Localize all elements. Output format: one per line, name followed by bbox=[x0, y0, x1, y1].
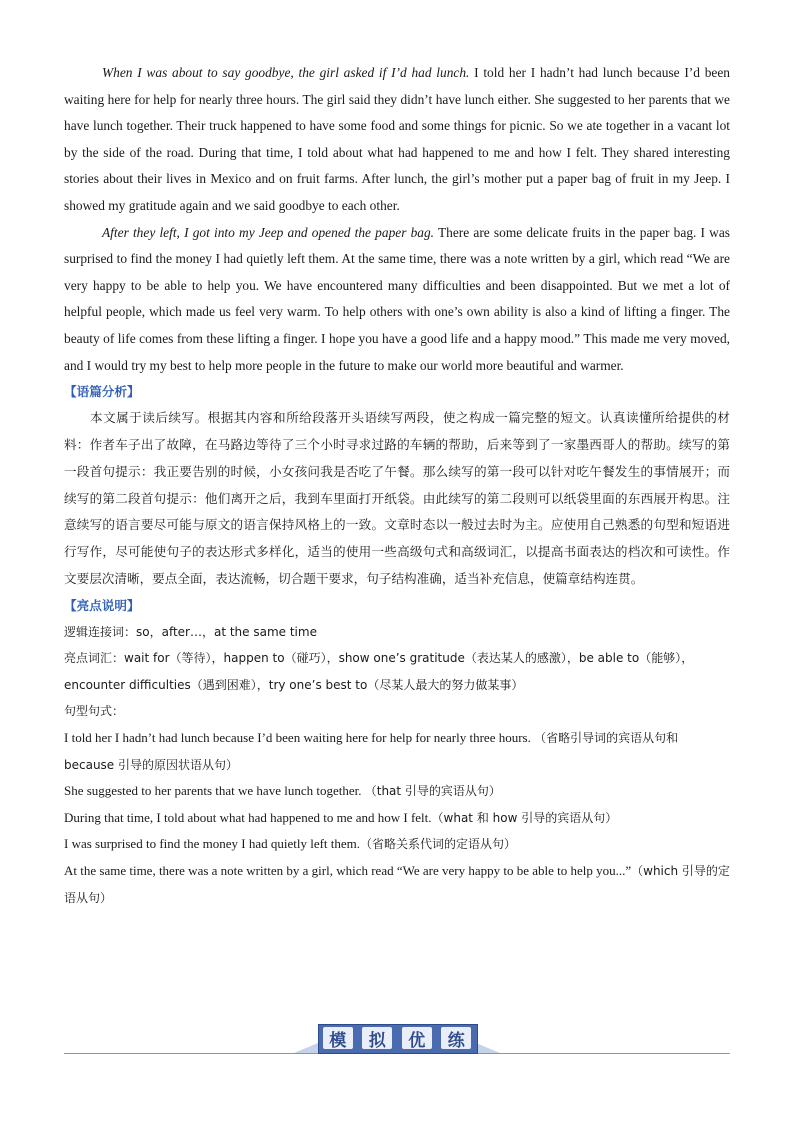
banner-title bbox=[318, 1024, 476, 1052]
connectors-line: 逻辑连接词：so，after…，at the same time bbox=[64, 624, 317, 639]
paragraph-2-opening: After they left, I got into my Jeep and opened the paper bag. bbox=[102, 224, 435, 240]
banner-right-wing bbox=[476, 1043, 500, 1053]
paragraph-2-text: There are some delicate fruits in the paper bag. I was surprised to find the money I had quietly left them. At the same time, there was a note written by a girl, which read “We are very happy to be able to help you. We have encountered many difficulties and been disappointed. But we met a lot of helpful people, which made us feel very warm. To help others with one’s own ability is also a kind of lifting a finger. The beauty of life comes from these lifting a finger. I hope you have a good life and a happy mood.” This made me very moved, and I would try my best to help more people in the future to make our world more beautiful and warmer. bbox=[64, 224, 731, 373]
banner-char: 优 bbox=[402, 1027, 432, 1049]
paragraph-1-text: I told her I hadn’t had lunch because I’d been waiting here for help for nearly three hours. The girl said they didn’t have lunch either. She suggested to her parents that we have lunch together. Their truck happened to have some food and some things for picnic. So we ate together in a vacant lot by the side of the road. During that time, I told about what had happened to me and how I felt. They shared interesting stories about their lives in Mexico and on fruit farms. After lunch, the girl’s mother put a paper bag of fruit in my Jeep. I showed my gratitude again and we said goodbye to each other. bbox=[64, 65, 730, 213]
vocab-line: 亮点词汇：wait for（等待），happen to（碰巧），show one’s gratitude（表达某人的感激），be able to（能够），encounter difficulties（遇到困难），try one’s best to（尽某人最大的努力做某事） bbox=[64, 651, 694, 692]
story-paragraph-1 bbox=[64, 60, 730, 220]
banner-char: 拟 bbox=[362, 1027, 392, 1049]
paragraph-1-opening: When I was about to say goodbye, the girl asked if I’d had lunch. bbox=[102, 65, 470, 80]
banner-char: 练 bbox=[441, 1027, 471, 1049]
section-footer bbox=[64, 1022, 730, 1062]
story-paragraph-2 bbox=[64, 220, 730, 380]
analysis-heading: 【语篇分析】 bbox=[64, 384, 140, 400]
highlights-heading: 【亮点说明】 bbox=[64, 597, 140, 613]
practice-banner bbox=[294, 1022, 500, 1055]
sentence-3: During that time, I told about what had happened to me and how I felt.（what 和 how 引导的宾语从句） bbox=[64, 809, 618, 825]
banner-char: 模 bbox=[323, 1027, 353, 1049]
document-body bbox=[64, 60, 730, 911]
sentence-4: I was surprised to find the money I had quietly left them.（省略关系代词的定语从句） bbox=[64, 836, 517, 852]
sentence-5: At the same time, there was a note written by a girl, which read “We are very happy to be able to help you...”（which 引导的定语从句） bbox=[64, 863, 730, 905]
analysis-text: 本文属于读后续写。根据其内容和所给段落开头语续写两段，使之构成一篇完整的短文。认真读懂所给提供的材料：作者车子出了故障，在马路边等待了三个小时寻求过路的车辆的帮助，后来等到了一家墨西哥人的帮助。续写的第一段首句提示：我正要告别的时候，小女孩问我是否吃了午餐。那么续写的第一段可以针对吃午餐发生的事情展开；而续写的第二段首句提示：他们离开之后，我到车里面打开纸袋。由此续写的第二段则可以纸袋里面的东西展开构思。注意续写的语言要尽可能与原文的语言保持风格上的一致。文章时态以一般过去时为主。应使用自己熟悉的句型和短语进行写作，尽可能使句子的表达形式多样化，适当的使用一些高级句式和高级词汇，以提高书面表达的档次和可读性。作文要层次清晰，要点全面，表达流畅，切合题干要求，句子结构准确，适当补充信息，使篇章结构连贯。 bbox=[64, 410, 730, 586]
banner-left-wing bbox=[294, 1043, 318, 1053]
sentence-2: She suggested to her parents that we have lunch together. （that 引导的宾语从句） bbox=[64, 783, 501, 799]
sentence-1: I told her I hadn’t had lunch because I’d been waiting here for help for nearly three hours. （省略引导词的宾语从句和 because 引导的原因状语从句） bbox=[64, 730, 679, 772]
patterns-label: 句型句式： bbox=[64, 704, 125, 719]
